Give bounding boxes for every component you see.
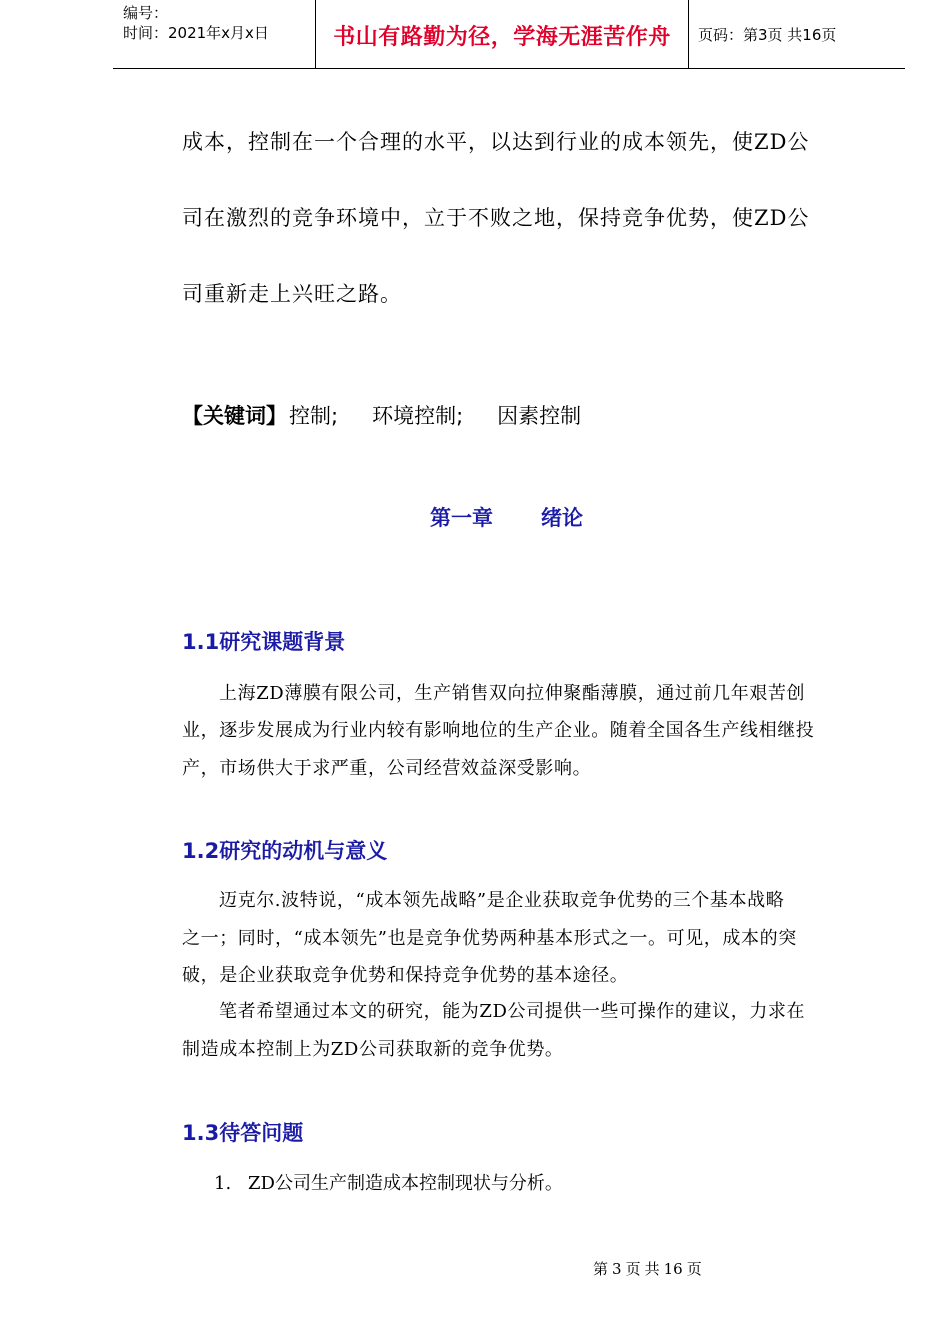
keyword-item: 环境控制; bbox=[372, 404, 464, 428]
paragraph-line: 产，市场供大于求严重，公司经营效益深受影响。 bbox=[182, 758, 592, 779]
motto: 书山有路勤为径，学海无涯苦作舟 bbox=[333, 25, 671, 50]
keywords bbox=[182, 400, 581, 430]
list-number: 1. bbox=[214, 1173, 232, 1194]
paragraph-line: 制造成本控制上为ZD公司获取新的竞争优势。 bbox=[182, 1039, 564, 1060]
footer-text: 页 bbox=[625, 1260, 641, 1278]
list-text: ZD公司生产制造成本控制现状与分析。 bbox=[248, 1173, 563, 1194]
chapter-title bbox=[430, 502, 583, 532]
abstract-line-1: 成本，控制在一个合理的水平，以达到行业的成本领先，使ZD公 bbox=[182, 130, 810, 154]
abstract-line-3: 司重新走上兴旺之路。 bbox=[182, 282, 402, 306]
list-item bbox=[214, 1169, 563, 1195]
keyword-item: 控制; bbox=[289, 404, 339, 428]
page-header bbox=[113, 0, 905, 69]
paragraph-line: 迈克尔.波特说，“成本领先战略”是企业获取竞争优势的三个基本战略 bbox=[219, 890, 785, 911]
keyword-item: 因素控制 bbox=[497, 404, 582, 428]
footer-total-pages: 16 bbox=[663, 1260, 683, 1278]
footer-text: 共 bbox=[644, 1260, 660, 1278]
header-meta-cell bbox=[113, 0, 316, 68]
keywords-label: 【关键词】 bbox=[182, 404, 287, 428]
date-label: 时间：2021年x月x日 bbox=[123, 24, 269, 42]
paragraph-line: 之一；同时，“成本领先”也是竞争优势两种基本形式之一。可见，成本的突 bbox=[182, 928, 797, 949]
page-footer bbox=[593, 1258, 706, 1279]
header-page-cell bbox=[689, 0, 905, 68]
chapter-name: 绪论 bbox=[541, 506, 583, 530]
section-heading: 1.3待答问题 bbox=[182, 1121, 304, 1145]
paragraph-line: 笔者希望通过本文的研究，能为ZD公司提供一些可操作的建议，力求在 bbox=[219, 1001, 806, 1022]
header-motto-cell bbox=[316, 0, 689, 68]
footer-text: 第 bbox=[593, 1260, 609, 1278]
section-heading: 1.2研究的动机与意义 bbox=[182, 839, 388, 863]
paragraph-line: 上海ZD薄膜有限公司，生产销售双向拉伸聚酯薄膜，通过前几年艰苦创 bbox=[219, 683, 806, 704]
header-page-info: 页码：第3页 共16页 bbox=[698, 26, 837, 44]
footer-page-number: 3 bbox=[612, 1260, 622, 1278]
section-heading: 1.1研究课题背景 bbox=[182, 630, 346, 654]
abstract-line-2: 司在激烈的竞争环境中，立于不败之地，保持竞争优势，使ZD公 bbox=[182, 206, 810, 230]
footer-text: 页 bbox=[686, 1260, 702, 1278]
serial-label: 编号： bbox=[123, 4, 169, 22]
paragraph-line: 破，是企业获取竞争优势和保持竞争优势的基本途径。 bbox=[182, 965, 629, 986]
chapter-number: 第一章 bbox=[430, 506, 493, 530]
paragraph-line: 业，逐步发展成为行业内较有影响地位的生产企业。随着全国各生产线相继投 bbox=[182, 720, 815, 741]
